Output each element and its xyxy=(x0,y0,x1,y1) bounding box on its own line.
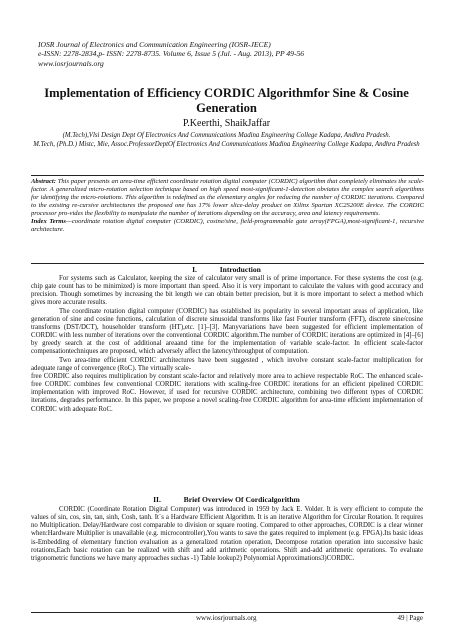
index-terms xyxy=(31,218,424,234)
paragraph: Two area-time efficient CORDIC architectures have been suggested , which involve constant scale-factor multiplication for adequate range of convergence (RoC). The virtually scale- xyxy=(31,356,423,372)
paper-authors: P.Keerthi, ShaikJaffar xyxy=(182,118,271,129)
journal-issn: e-ISSN: 2278-2834,p- ISSN: 2278-8735. Volume 6, Issue 5 (Jul. - Aug. 2013), PP 49-56 xyxy=(38,49,305,59)
journal-url: www.iosrjournals.org xyxy=(38,58,104,68)
index-terms-text: —coordinate rotation digital computer (CORDIC), cosine/sine, field-programmable gate array(FPGA),most-significant-1, recursive architecture. xyxy=(31,218,425,234)
section-heading-overview: II. Brief Overview Of Cordicalgorithm xyxy=(153,495,300,504)
author-affiliations xyxy=(30,132,423,149)
section-body-introduction xyxy=(31,275,423,414)
paragraph: free CORDIC also requires multiplication by constant scale-factor and relatively more area to achieve respectable RoC. The enhanced scale-free CORDIC combines few conventional CORDIC iterations with scaling-free CORDIC iterations for an efficient pipelined CORDIC implementation with improved RoC. However, if used for recursive CORDIC architecture, combining two different types of CORDIC iterations, degrades performance. In this paper, we propose a novel scaling-free CORDIC algorithm for area-time efficient implementation of CORDIC with adequate RoC. xyxy=(31,372,423,413)
abstract-label: Abstract: xyxy=(31,178,56,185)
paragraph: The coordinate rotation digital computer (CORDIC) has established its popularity in several important areas of application, like generation of sine and cosine functions, calculation of discrete sinusoidal transforms like fast Fourier transform (FFT), discrete sine/cosine transforms (DST/DCT), householder transform (HT),etc. [1]–[3]. Manyvariations have been suggested for efficient implementation of CORDIC with less number of iterations over the conventional CORDIC algorithm.The number of CORDIC iterations are optimized in [4]–[6] by greedy search at the cost of additional areaand time for the implementation of variable scale-factor. In efficient scale-factor compensationtechniques are proposed, which adversely affect the latency/throughput of computation. xyxy=(31,307,423,356)
index-terms-label: Index Terms xyxy=(31,218,66,226)
footer-url[interactable]: www.iosrjournals.org xyxy=(196,614,257,622)
abstract-text: This paper presents an area-time efficient coordinate rotation digital computer (CORDIC) algorithm that completely eliminates the scale-factor. A generalized micro-rotation selection technique based on high speed most-significant-1-detection obviates the complex search algorithms for identifying the micro-rotations. This algorithm is redefined as the elementary angles for reducing the number of CORDIC iterations. Compared to the existing re-cursive architectures the proposed one has 17% lower slice-delay product on Xilinx Spartan XC2S200E device. The CORDIC processor pro-vides the flexibility to manipulate the number of iterations depending on the accuracy, area and latency requirements. xyxy=(31,178,424,218)
section-body-overview xyxy=(31,506,423,563)
journal-header xyxy=(38,40,418,68)
abstract xyxy=(31,178,424,218)
paper-title: Implementation of Efficiency CORDIC Algorithmfor Sine & Cosine Generation xyxy=(44,86,409,115)
abstract-box xyxy=(31,175,424,264)
footer-divider xyxy=(31,612,424,613)
affiliation-1: (M.Tech),Vlsi Design Dept Of Electronics And Communications Madina Engineering College Kadapa, Andhra Pradesh. xyxy=(62,132,391,139)
paragraph: For systems such as Calculator, keeping the size of calculator very small is of prime importance. For these systems the cost (e.g. chip gate count has to be minimized) is more important than speed. Also it is very important to calculate the values with good accuracy and precision. Though sometimes by increasing the bit length we can obtain better precision, but it is more important to select a method which gives more accurate results. xyxy=(31,275,423,307)
paragraph: CORDIC (Coordinate Rotation Digital Computer) was introduced in 1959 by Jack E. Volder. It is very efficient to compute the values of sin, cos, sin, tan, sinh, Cosh, tanh. It`s a Hardware Efficient Algorithm. It is an iterative Algorithm for Circular Rotation. It requires no Multiplication. Delay/Hardware cost comparable to division or square rooting. Compared to other approaches, CORDIC is a clear winner when:Hardware Multiplier is unavailable (e.g. microcontroller),You wants to save the gates required to implement (e.g. FPGA).Its basic ideas is-Embedding of elementary function evaluation as a generalized rotation operation, Decompose rotation operation into successive basic rotations,Each basic rotation can be realized with shift and add arithmetic operations. Shift and-add arithmetic operations. To evaluate trigonometric functions we have many approaches suchas -1) Table lookup2) Polynomial Approximations3)CORDIC. xyxy=(31,506,423,562)
section-heading-introduction: I. Introduction xyxy=(192,265,261,274)
journal-name: IOSR Journal of Electronics and Communication Engineering (IOSR-JECE) xyxy=(38,40,271,49)
page-number: 49 | Page xyxy=(397,614,423,622)
affiliation-2: M.Tech, (Ph.D.) Mistc, Mie, Assoc.ProfessorDeptOf Electronics And Communications Madina Engineering College Kadapa, Andhra Pradesh xyxy=(33,140,420,148)
